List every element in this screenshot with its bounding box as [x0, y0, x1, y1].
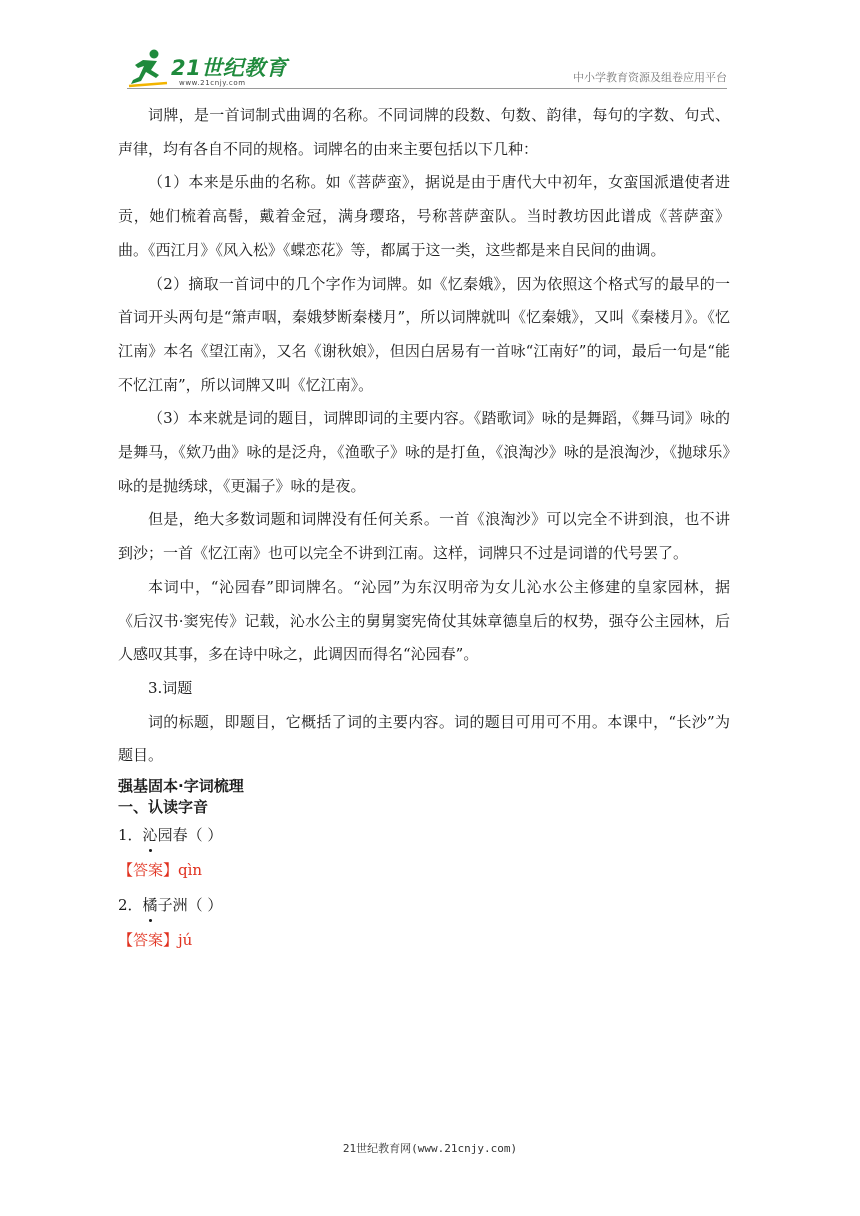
- question-1: [118, 818, 730, 853]
- paragraph-qinyuanchun: 本词中，“沁园春”即词牌名。“沁园”为东汉明帝为女儿沁水公主修建的皇家园林，据《后汉书·窦宪传》记载，沁水公主的舅舅窦宪倚仗其妹章德皇后的权势，强夺公主园林，后人感叹其事，多在诗中咏之，此调因而得名“沁园春”。: [118, 577, 730, 664]
- page-footer: 21世纪教育网(www.21cnjy.com): [342, 1142, 518, 1155]
- question-text: 子洲（ ）: [157, 896, 223, 915]
- answer-pinyin: jú: [178, 931, 193, 950]
- question-2: [118, 888, 730, 923]
- logo-url: www.21cnjy.com: [179, 79, 246, 87]
- answer-pinyin: qìn: [178, 861, 203, 880]
- header-tagline: 中小学教育资源及组卷应用平台: [573, 71, 727, 84]
- answer-label: 【答案】: [118, 861, 179, 880]
- dotted-char: 橘: [143, 888, 158, 923]
- paragraph-origin-1: （1）本来是乐曲的名称。如《菩萨蛮》，据说是由于唐代大中初年，女蛮国派遣使者进贡，她们梳着高髻，戴着金冠，满身璎珞，号称菩萨蛮队。当时教坊因此谱成《菩萨蛮》曲。《西江月》《风入松》《蝶恋花》等，都属于这一类，这些都是来自民间的曲调。: [118, 173, 730, 259]
- answer-label: 【答案】: [118, 931, 179, 950]
- logo-text: 21世纪教育: [171, 56, 288, 80]
- question-text: 园春（ ）: [157, 826, 223, 845]
- page-header: [0, 0, 860, 92]
- paragraph-origin-3: （3）本来就是词的题目，词牌即词的主要内容。《踏歌词》咏的是舞蹈，《舞马词》咏的是舞马，《欸乃曲》咏的是泛舟，《渔歌子》咏的是打鱼，《浪淘沙》咏的是浪淘沙，《抛球乐》咏的是抛绣球，《更漏子》咏的是夜。: [118, 409, 730, 495]
- document-body: [118, 99, 730, 958]
- runner-icon: [127, 48, 169, 88]
- logo: [127, 48, 287, 90]
- paragraph-unrelated: 但是，绝大多数词题和词牌没有任何关系。一首《浪淘沙》可以完全不讲到浪，也不讲到沙；一首《忆江南》也可以完全不讲到江南。这样，词牌只不过是词谱的代号罢了。: [118, 510, 730, 563]
- heading-ci-title: 3.词题: [148, 678, 193, 697]
- answer-1: [118, 853, 730, 888]
- dotted-char: 沁: [143, 818, 158, 853]
- question-number: 2．: [118, 896, 143, 915]
- paragraph-intro: 词牌，是一首词制式曲调的名称。不同词牌的段数、句数、韵律，每句的字数、句式、声律，均有各自不同的规格。词牌名的由来主要包括以下几种：: [118, 106, 730, 158]
- answer-2: [118, 923, 730, 958]
- question-number: 1．: [118, 826, 143, 845]
- paragraph-ci-title: 词的标题，即题目，它概括了词的主要内容。词的题目可用可不用。本课中，“长沙”为题目。: [118, 712, 730, 765]
- paragraph-origin-2: （2）摘取一首词中的几个字作为词牌。如《忆秦娥》，因为依照这个格式写的最早的一首词开头两句是“箫声咽，秦娥梦断秦楼月”，所以词牌就叫《忆秦娥》，又叫《秦楼月》。《忆江南》本名《望江南》，又名《谢秋娘》，但因白居易有一首咏“江南好”的词，最后一句是“能不忆江南”，所以词牌又叫《忆江南》。: [118, 274, 730, 394]
- section-title: 强基固本·字词梳理: [118, 777, 244, 796]
- section-subtitle: 一、认读字音: [118, 798, 209, 817]
- header-divider: [127, 88, 727, 89]
